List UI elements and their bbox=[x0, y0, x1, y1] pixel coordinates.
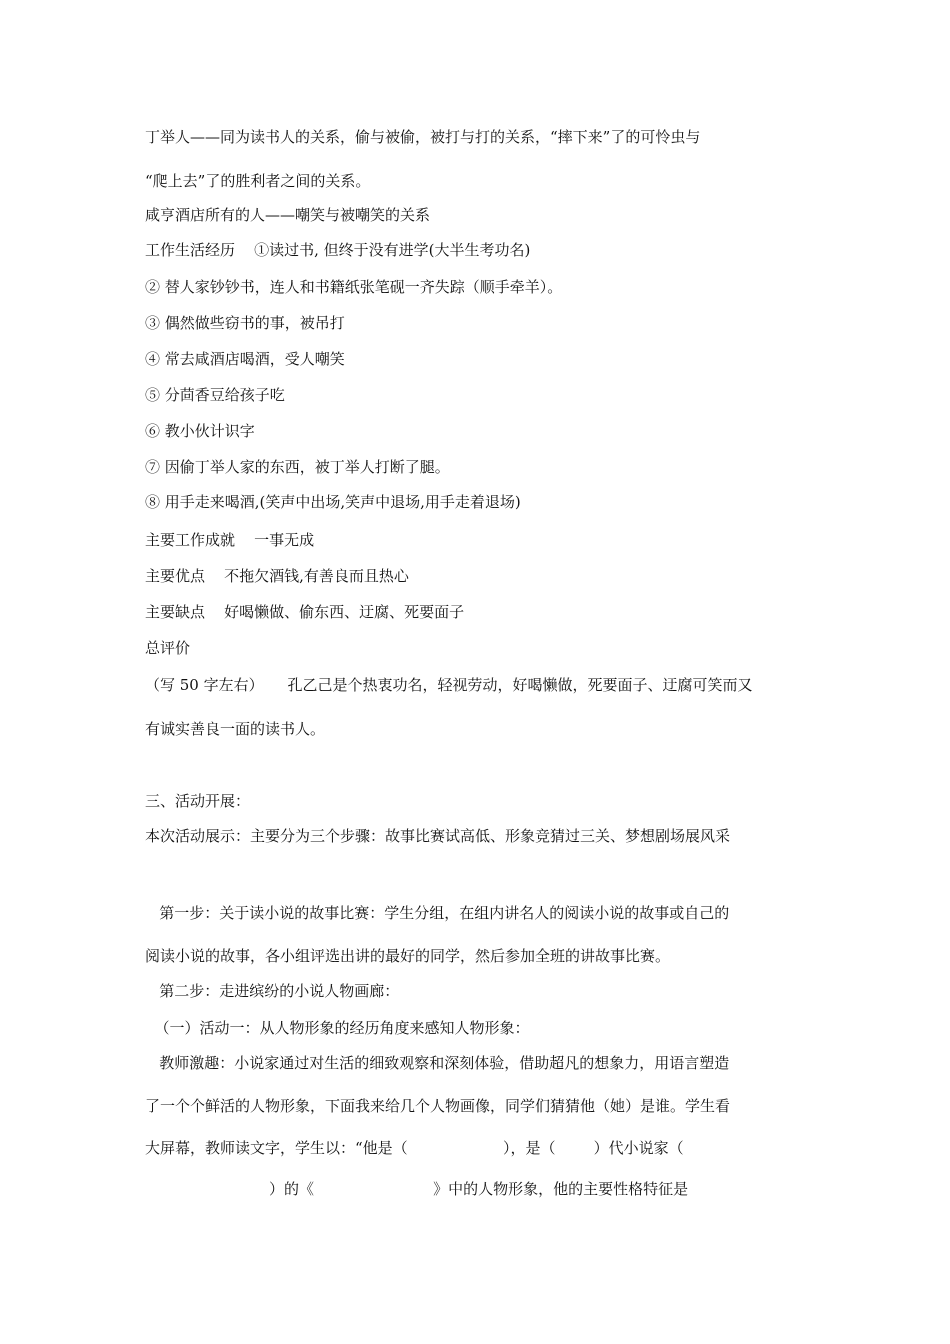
text-line: 阅读小说的故事，各小组评选出讲的最好的同学，然后参加全班的讲故事比赛。 bbox=[145, 947, 671, 965]
text-line: （一）活动一：从人物形象的经历角度来感知人物形象： bbox=[145, 1019, 530, 1037]
text-line: 丁举人——同为读书人的关系，偷与被偷，被打与打的关系，“摔下来”了的可怜虫与 bbox=[145, 128, 701, 146]
text-line: 主要缺点 好喝懒做、偷东西、迂腐、死要面子 bbox=[145, 603, 465, 621]
text-line: ② 替人家钞钞书，连人和书籍纸张笔砚一齐失踪（顺手牵羊）。 bbox=[145, 278, 563, 296]
text-line: 主要工作成就 一事无成 bbox=[145, 531, 315, 549]
text-line: 工作生活经历 ①读过书, 但终于没有进学(大半生考功名) bbox=[145, 241, 531, 259]
text-line: 主要优点 不拖欠酒钱,有善良而且热心 bbox=[145, 567, 409, 585]
text-line: ⑧ 用手走来喝酒,(笑声中出场,笑声中退场,用手走着退场) bbox=[145, 493, 521, 511]
text-line: 总评价 bbox=[145, 639, 191, 657]
text-line: （写 50 字左右） 孔乙己是个热衷功名，轻视劳动，好喝懒做，死要面子、迂腐可笑而又 bbox=[145, 676, 753, 694]
text-line: ⑦ 因偷丁举人家的东西，被丁举人打断了腿。 bbox=[145, 458, 450, 476]
text-line: 大屏幕，教师读文字，学生以：“他是（ ），是（ ）代小说家（ bbox=[145, 1139, 684, 1157]
text-line: 第一步：关于读小说的故事比赛：学生分组，在组内讲名人的阅读小说的故事或自己的 bbox=[145, 904, 730, 922]
text-line: 本次活动展示：主要分为三个步骤：故事比赛试高低、形象竞猜过三关、梦想剧场展风采 bbox=[145, 827, 731, 845]
text-line: 教师激趣：小说家通过对生活的细致观察和深刻体验，借助超凡的想象力，用语言塑造 bbox=[145, 1054, 730, 1072]
text-line: 了一个个鲜活的人物形象，下面我来给几个人物画像，同学们猜猜他（她）是谁。学生看 bbox=[145, 1097, 731, 1115]
text-line: ④ 常去咸酒店喝酒，受人嘲笑 bbox=[145, 350, 345, 368]
text-line: ⑥ 教小伙计识字 bbox=[145, 422, 255, 440]
text-line: 第二步：走进缤纷的小说人物画廊： bbox=[145, 982, 400, 1000]
text-line: 咸亨酒店所有的人——嘲笑与被嘲笑的关系 bbox=[145, 206, 431, 224]
text-line: ）的《 》中的人物形象，他的主要性格特征是 bbox=[145, 1180, 689, 1198]
text-line: ⑤ 分茴香豆给孩子吃 bbox=[145, 386, 285, 404]
text-line: ③ 偶然做些窃书的事，被吊打 bbox=[145, 314, 345, 332]
text-line: “爬上去”了的胜利者之间的关系。 bbox=[145, 172, 371, 190]
section-heading: 三、活动开展： bbox=[145, 792, 251, 810]
text-line: 有诚实善良一面的读书人。 bbox=[145, 720, 326, 738]
